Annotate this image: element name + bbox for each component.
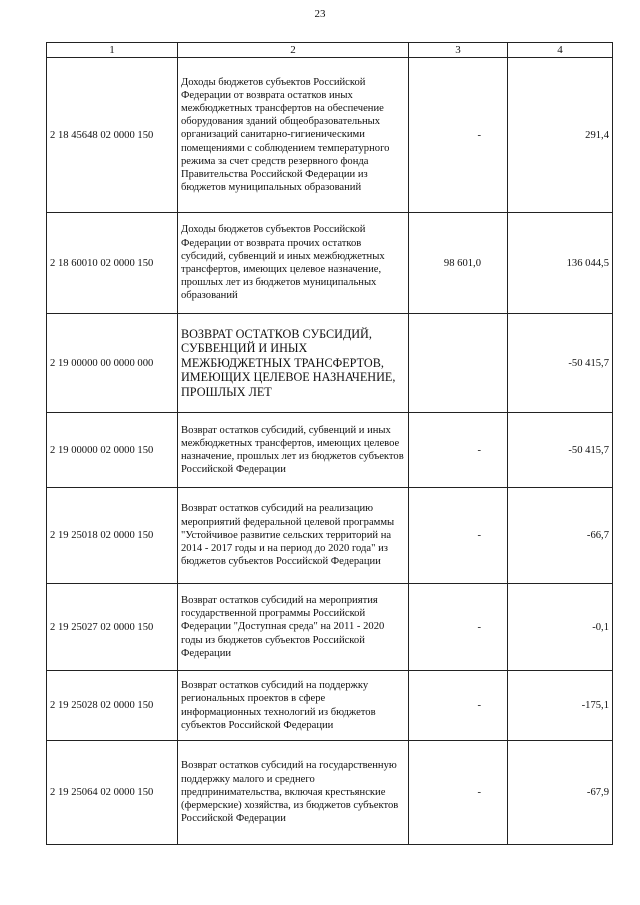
budget-code: 2 19 25018 02 0000 150 bbox=[47, 488, 178, 584]
column-header-1: 1 bbox=[47, 43, 178, 58]
budget-code: 2 19 00000 02 0000 150 bbox=[47, 413, 178, 488]
row-description: Возврат остатков субсидий на поддержку региональных проектов в сфере информационных технологий из бюджетов субъектов Российской Федерации bbox=[178, 671, 409, 741]
page-number: 23 bbox=[314, 8, 326, 20]
budget-code: 2 18 60010 02 0000 150 bbox=[47, 213, 178, 314]
budget-code: 2 19 25028 02 0000 150 bbox=[47, 671, 178, 741]
table-row bbox=[47, 314, 613, 413]
value-col4: -50 415,7 bbox=[508, 314, 613, 413]
value-col3: - bbox=[409, 413, 508, 488]
row-description: Доходы бюджетов субъектов Российской Федерации от возврата остатков иных межбюджетных трансфертов на обеспечение оборудования зданий общеобразовательных организаций санитарно-гигиеническими помещениями с соблюдением температурного режима за счет средств резервного фонда Правительства Российской Федерации из бюджетов муниципальных образований bbox=[178, 58, 409, 213]
row-description: Возврат остатков субсидий на реализацию мероприятий федеральной целевой программы "Устойчивое развитие сельских территорий на 2014 - 2017 годы и на период до 2020 года" из бюджетов субъектов Российской Федерации bbox=[178, 488, 409, 584]
table-row bbox=[47, 58, 613, 213]
column-header-4: 4 bbox=[508, 43, 613, 58]
column-header-3: 3 bbox=[409, 43, 508, 58]
row-description: ВОЗВРАТ ОСТАТКОВ СУБСИДИЙ, СУБВЕНЦИЙ И ИНЫХ МЕЖБЮДЖЕТНЫХ ТРАНСФЕРТОВ, ИМЕЮЩИХ ЦЕЛЕВОЕ НАЗНАЧЕНИЕ, ПРОШЛЫХ ЛЕТ bbox=[178, 314, 409, 413]
budget-code: 2 19 25027 02 0000 150 bbox=[47, 584, 178, 671]
value-col4: 136 044,5 bbox=[508, 213, 613, 314]
table-row bbox=[47, 671, 613, 741]
value-col3: - bbox=[409, 741, 508, 845]
table-header-row bbox=[47, 43, 613, 58]
row-description: Возврат остатков субсидий на государственную поддержку малого и среднего предпринимательства, включая крестьянские (фермерские) хозяйства, из бюджетов субъектов Российской Федерации bbox=[178, 741, 409, 845]
budget-code: 2 19 25064 02 0000 150 bbox=[47, 741, 178, 845]
value-col4: 291,4 bbox=[508, 58, 613, 213]
budget-table bbox=[46, 42, 613, 845]
table-row bbox=[47, 488, 613, 584]
value-col4: -67,9 bbox=[508, 741, 613, 845]
row-description: Возврат остатков субсидий, субвенций и иных межбюджетных трансфертов, имеющих целевое назначение, прошлых лет из бюджетов субъектов Российской Федерации bbox=[178, 413, 409, 488]
value-col3: - bbox=[409, 671, 508, 741]
table-row bbox=[47, 584, 613, 671]
value-col3: 98 601,0 bbox=[409, 213, 508, 314]
value-col3: - bbox=[409, 58, 508, 213]
value-col4: -0,1 bbox=[508, 584, 613, 671]
row-description: Доходы бюджетов субъектов Российской Федерации от возврата прочих остатков субсидий, субвенций и иных межбюджетных трансфертов, имеющих целевое назначение, прошлых лет из бюджетов муниципальных образований bbox=[178, 213, 409, 314]
value-col3: - bbox=[409, 488, 508, 584]
value-col4: -50 415,7 bbox=[508, 413, 613, 488]
budget-code: 2 18 45648 02 0000 150 bbox=[47, 58, 178, 213]
value-col4: -66,7 bbox=[508, 488, 613, 584]
column-header-2: 2 bbox=[178, 43, 409, 58]
table-row bbox=[47, 413, 613, 488]
table-row bbox=[47, 741, 613, 845]
value-col3 bbox=[409, 314, 508, 413]
budget-code: 2 19 00000 00 0000 000 bbox=[47, 314, 178, 413]
value-col3: - bbox=[409, 584, 508, 671]
value-col4: -175,1 bbox=[508, 671, 613, 741]
table-row bbox=[47, 213, 613, 314]
row-description: Возврат остатков субсидий на мероприятия государственной программы Российской Федерации "Доступная среда" на 2011 - 2020 годы из бюджетов субъектов Российской Федерации bbox=[178, 584, 409, 671]
